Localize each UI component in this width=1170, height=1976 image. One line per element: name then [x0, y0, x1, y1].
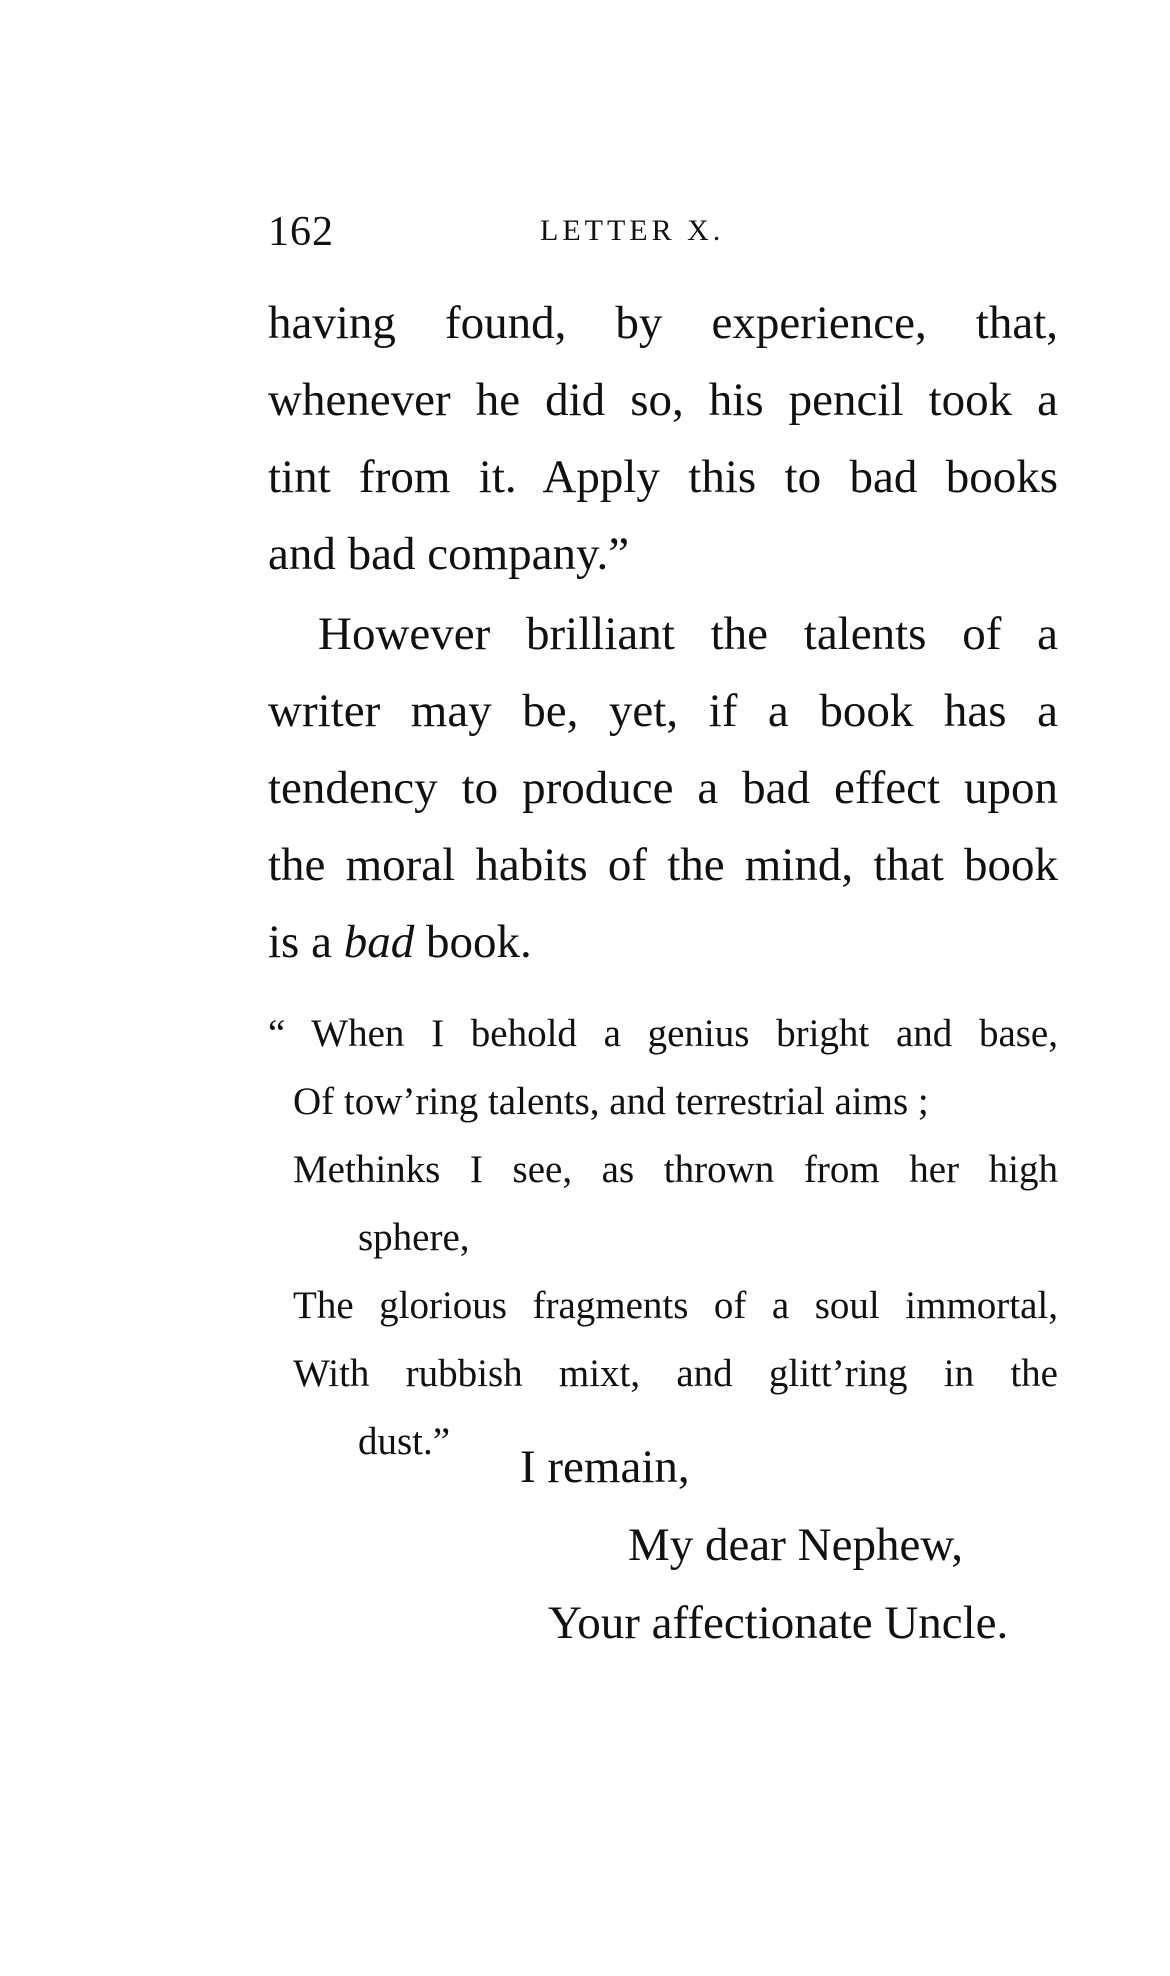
text-run: is a [268, 916, 344, 968]
verse-line: Of tow’ring talents, and terrestrial aims ; [293, 1080, 929, 1123]
text-run: book. [414, 916, 532, 968]
verse-line: With rubbish mixt, and glitt’ring in the [293, 1352, 1058, 1395]
paragraph-2-line: tendency to produce a bad effect upon [268, 762, 1058, 814]
paragraph-2-line: writer may be, yet, if a book has a [268, 685, 1058, 737]
paragraph-1-line: and bad company.” [268, 528, 630, 580]
paragraph-2-line: the moral habits of the mind, that book [268, 839, 1058, 891]
emphasized-word: bad [343, 916, 415, 968]
verse-line-continuation: sphere, [358, 1216, 470, 1259]
closing-line-remain: I remain, [520, 1441, 690, 1493]
verse-line: The glorious fragments of a soul immortal, [293, 1284, 1058, 1327]
paragraph-1 [268, 285, 1058, 593]
paragraph-2-line: However brilliant the talents of a [318, 608, 1058, 660]
paragraph-1-line: tint from it. Apply this to bad books [268, 451, 1058, 503]
verse-line-continuation: dust.” [358, 1420, 451, 1463]
closing-line-signature: Your affectionate Uncle. [548, 1597, 1009, 1649]
closing-line-salutation: My dear Nephew, [628, 1519, 963, 1571]
page-number: 162 [268, 209, 334, 255]
verse-line: “ When I behold a genius bright and base, [268, 1012, 1058, 1055]
paragraph-1-line: having found, by experience, that, [268, 297, 1058, 349]
paragraph-2-last-line [268, 904, 1058, 981]
paragraph-2 [268, 596, 1058, 981]
paragraph-1-line: whenever he did so, his pencil took a [268, 374, 1058, 426]
running-title: LETTER X. [540, 214, 725, 247]
verse-quotation [268, 1000, 1058, 1476]
verse-line: Methinks I see, as thrown from her high [293, 1148, 1058, 1191]
